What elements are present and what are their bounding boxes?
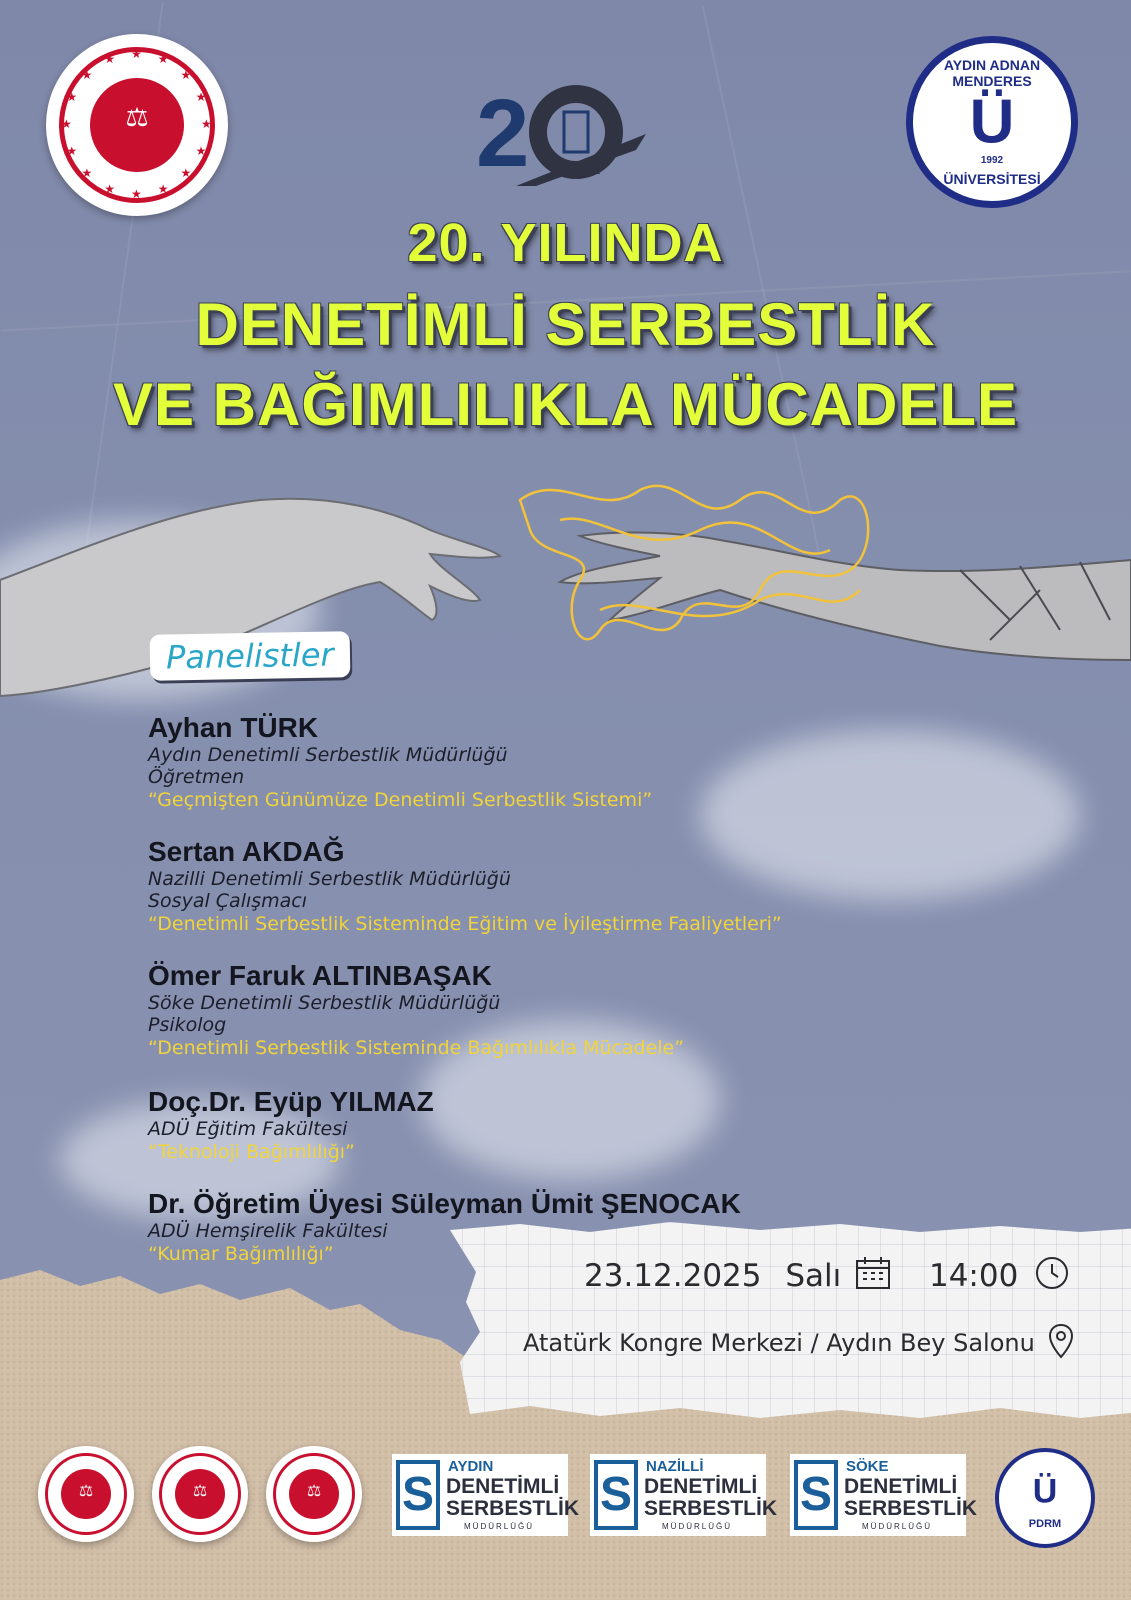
title-line-2: DENETİMLİ SERBESTLİK [195,291,936,358]
ds-city: AYDIN [448,1458,494,1475]
ds-mark: S [594,1460,638,1530]
panelist-institution: Söke Denetimli Serbestlik Müdürlüğü [148,992,501,1014]
university-seal-top-text: AYDIN ADNAN MENDERES [943,57,1041,89]
panelist-institution: ADÜ Eğitim Fakültesi [148,1118,348,1140]
panelist-role: Psikolog [148,1014,227,1036]
ministry-seal-logo [46,34,228,216]
panelist-topic: “Geçmişten Günümüze Denetimli Serbestlik Sistemi” [148,789,653,811]
star-icon: ★ [104,181,115,196]
panelist-name: Ayhan TÜRK [148,712,319,743]
panelist-topic: “Teknoloji Bağımlılığı” [148,1141,355,1163]
ds-word-2: SERBESTLİK [844,1497,978,1520]
ds-word-1: DENETİMLİ [644,1475,758,1498]
star-icon: ★ [131,187,142,201]
panelist-institution: Aydın Denetimli Serbestlik Müdürlüğü [148,744,508,766]
panelist-4 [148,1086,434,1164]
title-line-1: 20. YILINDA [407,213,724,273]
event-time: 14:00 [928,1258,1019,1294]
university-year: 1992 [980,155,1004,166]
star-icon: ★ [180,166,192,181]
event-day: Salı [785,1258,842,1294]
anniversary-logo-graphic [476,74,656,189]
star-icon: ★ [61,117,72,131]
star-icon: ★ [180,67,192,82]
ds-word-1: DENETİMLİ [446,1475,560,1498]
panelist-name: Sertan AKDAĞ [148,836,345,867]
star-icon: ★ [201,117,212,131]
panelist-name: Dr. Öğretim Üyesi Süleyman Ümit ŞENOCAK [148,1188,741,1219]
ds-word-3: MÜDÜRLÜĞÜ [862,1522,932,1531]
panelist-institution: ADÜ Hemşirelik Fakültesi [148,1220,388,1242]
panelist-topic: “Kumar Bağımlılığı” [148,1243,334,1265]
panelist-name: Doç.Dr. Eyüp YILMAZ [148,1086,434,1117]
ds-word-3: MÜDÜRLÜĞÜ [662,1522,732,1531]
event-date: 23.12.2025 [584,1258,762,1294]
star-icon: ★ [81,166,93,181]
nazilli-prosecutor-seal-logo [152,1446,248,1542]
star-icon: ★ [104,52,115,67]
pdrm-label: PDRM [1028,1518,1062,1530]
panelist-role: Öğretmen [148,766,245,788]
university-seal-bottom-text: ÜNİVERSİTESİ [943,171,1041,187]
star-icon: ★ [81,67,93,82]
panelist-topic: “Denetimli Serbestlik Sisteminde Bağımlılıkla Mücadele” [148,1037,685,1059]
aydin-ds-logo [392,1454,580,1536]
scale-icon: ⚖ [125,103,149,134]
ds-mark: S [794,1460,838,1530]
star-icon: ★ [157,181,169,196]
ds-mark: S [396,1460,440,1530]
ds-word-3: MÜDÜRLÜĞÜ [464,1522,534,1531]
ds-city: SÖKE [846,1458,889,1475]
university-seal-logo [906,36,1078,208]
event-location-row [523,1323,1074,1359]
panelist-3 [148,960,684,1060]
event-location: Atatürk Kongre Merkezi / Aydın Bey Salonu [523,1329,1035,1357]
star-icon: ★ [131,47,142,61]
panelist-topic: “Denetimli Serbestlik Sisteminde Eğitim ve İyileştirme Faaliyetleri” [148,913,782,935]
panelists-heading: Panelistler [150,631,350,680]
panelist-institution: Nazilli Denetimli Serbestlik Müdürlüğü [148,868,511,890]
soke-ds-logo [790,1454,978,1536]
anniversary-word: yıl [580,158,602,179]
ds-word-2: SERBESTLİK [446,1497,580,1520]
star-icon: ★ [66,90,78,105]
aydin-prosecutor-seal-logo [38,1446,134,1542]
title-line-3: VE BAĞIMLILIKLA MÜCADELE [112,371,1019,438]
svg-text:2: 2 [476,80,530,187]
clock-icon [1034,1255,1070,1291]
nazilli-ds-logo [590,1454,778,1536]
star-icon: ★ [157,52,169,67]
scale-icon: ⚖ [78,1480,94,1500]
panelist-name: Ömer Faruk ALTINBAŞAK [148,960,492,991]
panelist-5 [148,1188,741,1266]
soke-prosecutor-seal-logo [266,1446,362,1542]
star-icon: ★ [66,143,78,158]
star-icon: ★ [195,143,207,158]
panelist-role: Sosyal Çalışmacı [148,890,308,912]
panelist-1 [148,712,652,812]
panelist-2 [148,836,782,936]
twentieth-year-logo [476,74,656,189]
university-emblem: Ü [1032,1472,1058,1511]
pdrm-seal-logo [995,1448,1095,1548]
scale-icon: ⚖ [306,1480,322,1500]
star-icon: ★ [195,90,207,105]
calendar-icon [855,1256,891,1290]
university-emblem: Ü [969,87,1015,157]
ds-word-1: DENETİMLİ [844,1475,958,1498]
ds-word-2: SERBESTLİK [644,1497,778,1520]
scale-icon: ⚖ [192,1480,208,1500]
ds-city: NAZİLLİ [646,1458,704,1475]
location-pin-icon [1048,1323,1074,1359]
